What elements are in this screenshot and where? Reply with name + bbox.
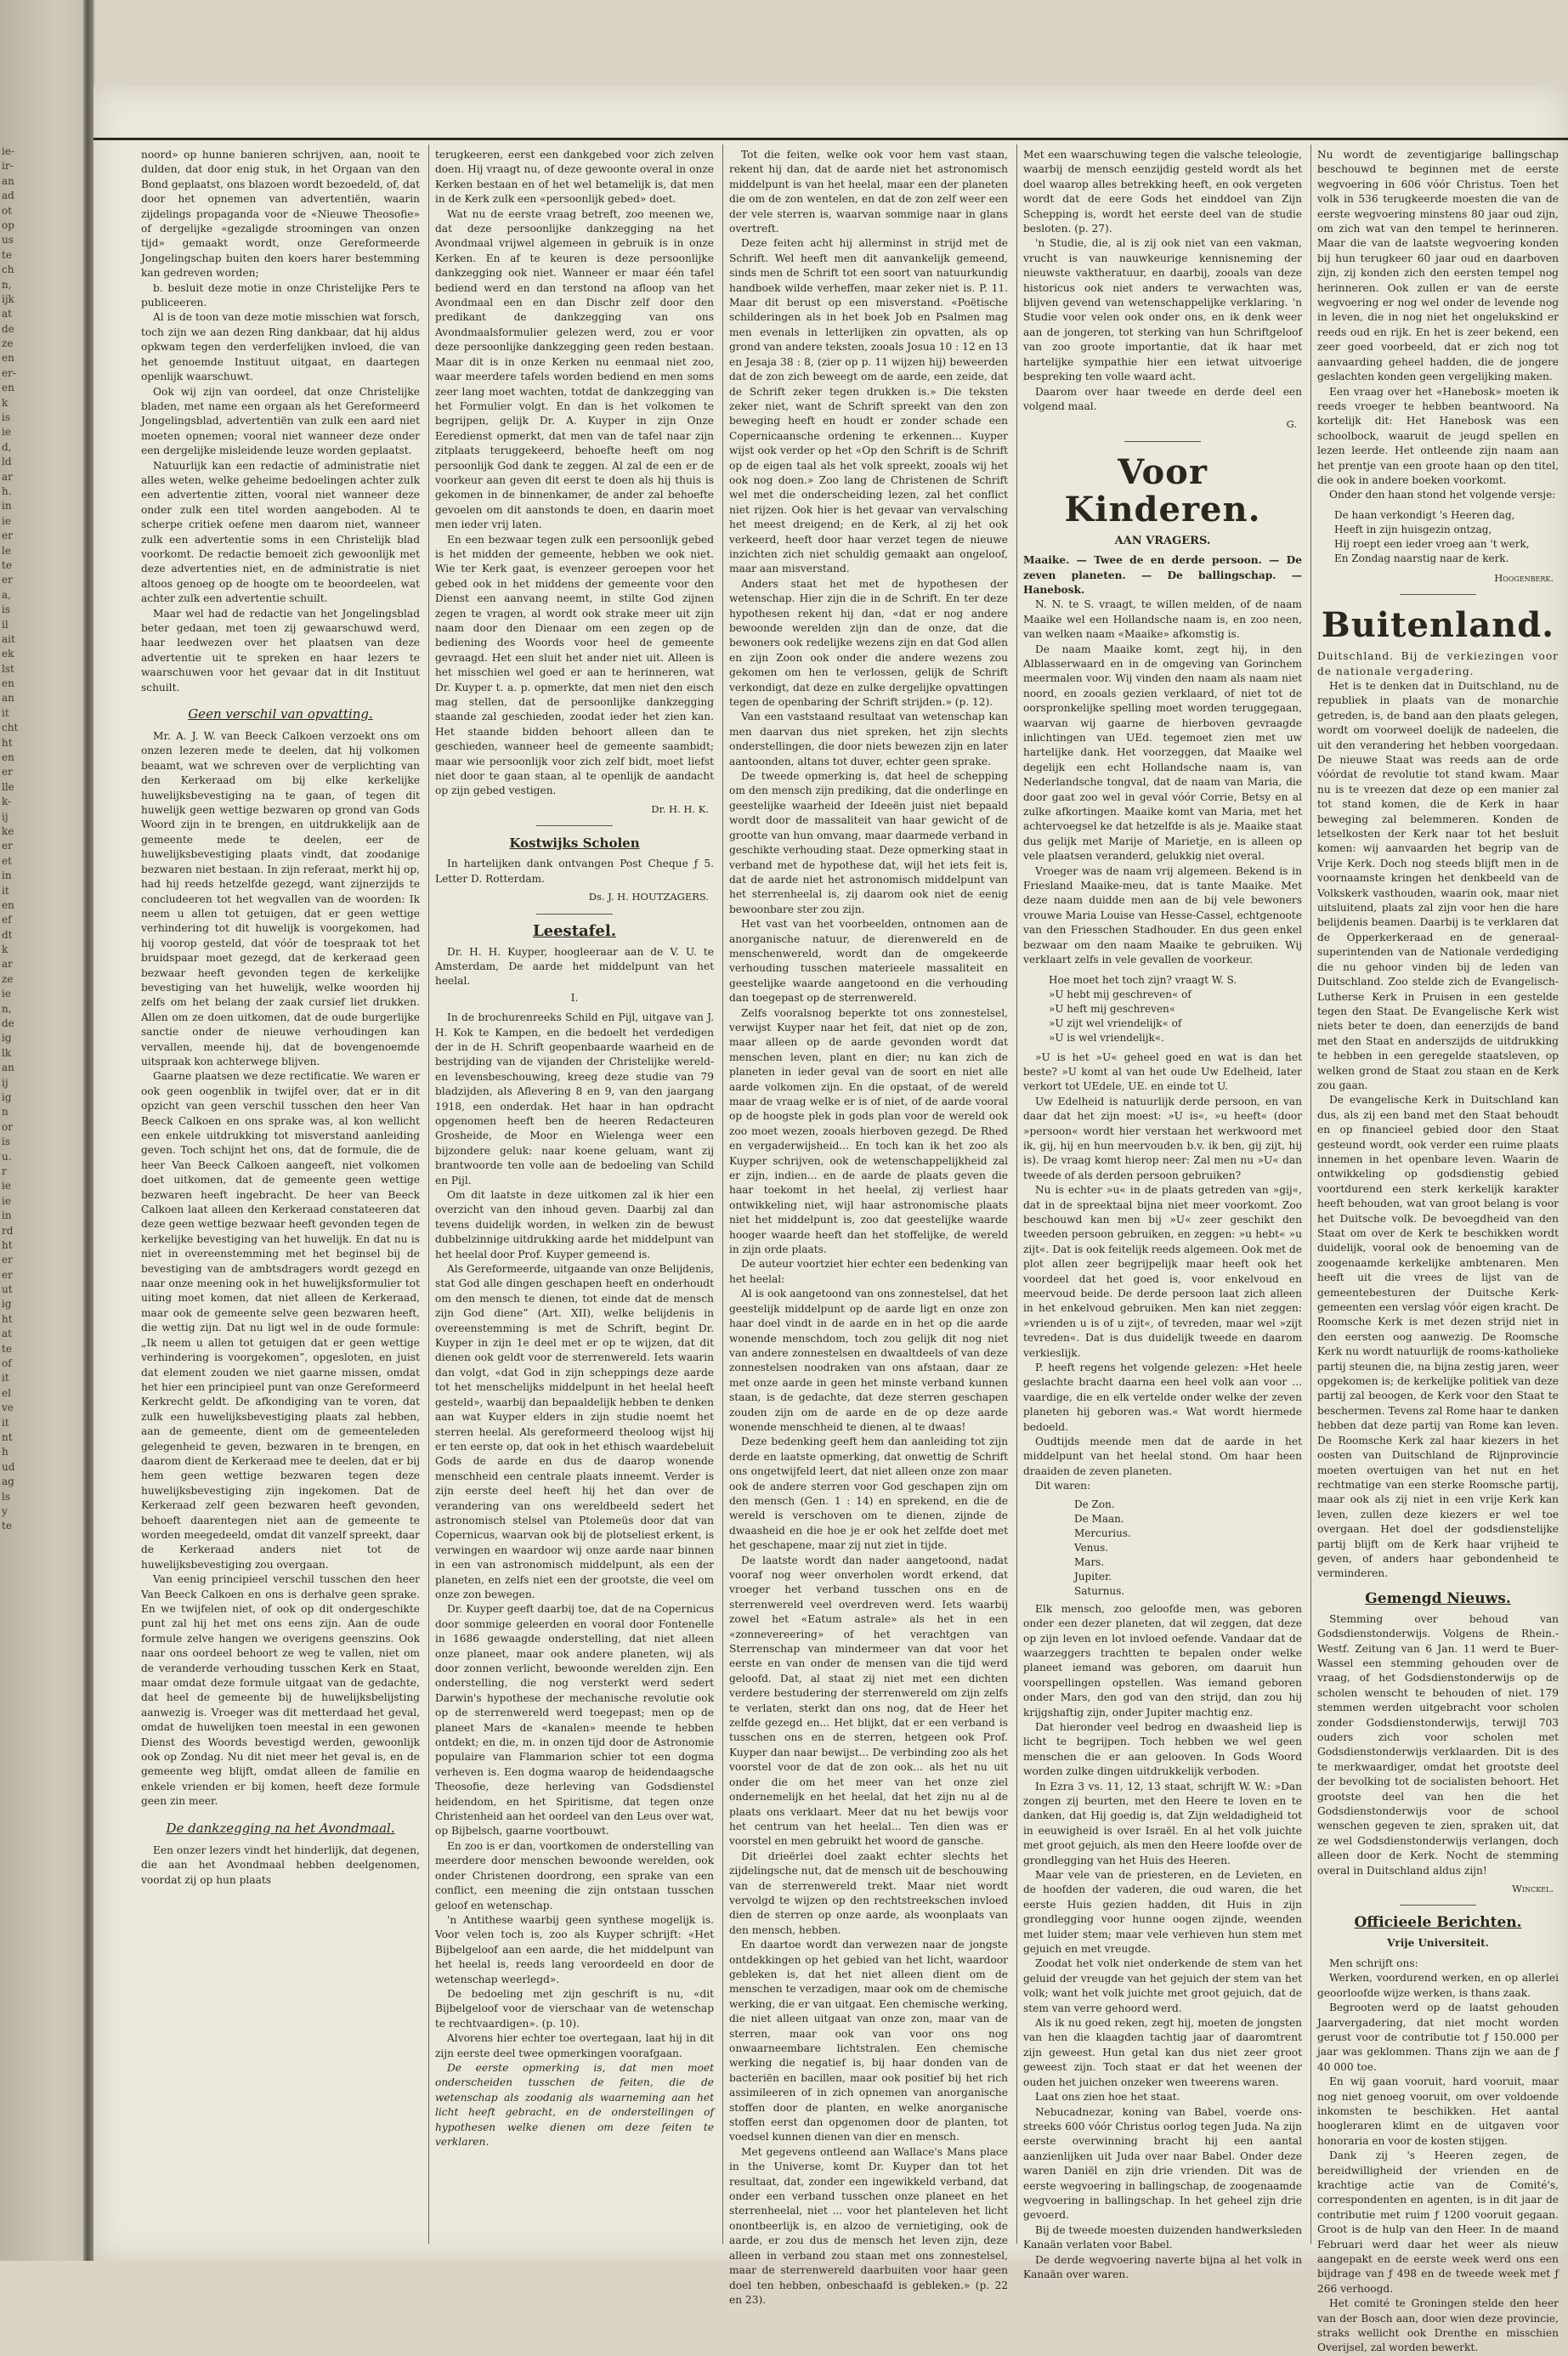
article-paragraph: Alvorens hier echter toe overtegaan, laat hij in dit zijn eerste deel twee opmerkingen voorafgaan. — [435, 2032, 714, 2059]
verse-line: De haan verkondigt 's Heeren dag, — [1334, 508, 1515, 521]
article-paragraph: Het vast van het voorbeelden, ontnomen aan de anorganische natuur, de dierenwereld en de menschenwereld, wordt dan de omgekeerde verhouding tusschen materieele massaliteit en geestelijke waarde aangetoond en die verhouding dan toegepast op de sterrenwereld. — [729, 918, 1008, 1005]
gutter-fragment: er — [2, 574, 13, 586]
gutter-fragment: et — [2, 854, 12, 867]
gutter-fragment: in — [2, 869, 12, 882]
article-paragraph: Stemming over behoud van Godsdienstonderwijs. Volgens de Rhein.-Westf. Zeitung van 6 Jan. 11 werd te Buer-Wassel een stemming gehouden over de vraag, of het Godsdienstonderwijs op de scholen wenscht te behouden of niet. 179 stemmen werden uitgebracht voor scholen zonder Godsdienstonderwijs, terwijl 703 ouders zich voor scholen met Godsdienstonderwijs verklaarden. Dit is des te merkwaardiger, omdat het grootste deel der bevolking tot de socialisten behoort. Het grootste deel van hen die het Godsdienstonderwijs voor de school wenschen gegeven te zien, spraken uit, dat ze wel Godsdienstonderwijs verlangen, doch alleen door de Kerk. Nocht de stemming overal in Duitschland aldus zijn! — [1317, 1612, 1559, 1877]
gutter-fragment: u. — [2, 1150, 12, 1163]
article-paragraph: Nu wordt de zeventigjarige ballingschap beschouwd te beginnen met de eerste wegvoering in 606 vóór Christus. Toen het volk in 536 terugkeerde moesten die van de eerste wegvoering minstens 80 jaar oud zijn, om zich wat van den tempel te herinneren. Maar die van de laatste wegvoering konden bij hun terugkeer 60 jaar oud en daarboven zijn, zij konden zich den eersten tempel nog herinneren. Ook zullen er van de eerste wegvoering er nog wel onder de levende nog in leven, die in nog niet het ongelukskind er reeds oud en rijk. En het is zeer bekend, een zeer goed voorbeeld, dat er zich nog tot aanvaarding geheel hadden, die de jongere geslachten konden geen vergelijking maken. — [1317, 149, 1559, 383]
signature: Ds. J. H. HOUTZAGERS. — [588, 891, 709, 903]
article-paragraph: Maar vele van de priesteren, en de Levieten, en de hoofden der vaderen, die oud waren, die het eerste Huis gezien hadden, dit Huis in zijn grondlegging voor hunne oogen zijnde, weenden met luider stem; maar vele verhieven hun stem met gejuich en met vreugde. — [1023, 1869, 1302, 1956]
article-paragraph: Zelfs vooralsnog beperkte tot ons zonnestelsel, verwijst Kuyper naar het feit, dat niet op de zon, maar alleen op de aarde gevonden wordt dat menschen leven, plant en dier; nu kan zich de planeten in ieder geval van de soort en niet alle aarde volkomen zijn. En die opstaat, of de wereld maar de vraag welke er is of niet, of de aarde vooral op de hoogste plek in gods plan voor de wereld ook zoo moet wezen, zooals hierboven gezegd. De Rhed en vergaderwijsheid... En toch kan ik het zoo als Kuyper schrijven, ook de wetenschappelijkheid zal er zijn, indien... en de aarde de plaats geven die haar toekomt in het heelal, zij verliest haar ontwikkeling niet, wijl haar astronomische plaats niet het middelpunt is, zoo dat geestelijke waarde hooger waarde heeft dan het stoffelijke, de wereld in zijn orde plaats. — [729, 1006, 1008, 1256]
article-paragraph: Wat nu de eerste vraag betreft, zoo meenen we, dat deze persoonlijke dankzegging na het Avondmaal vrijwel algemeen in gebruik is in onze Kerken. En af te keuren is deze persoonlijke dankzegging ook niet. Wanneer er maar één tafel bediend werd en dan terstond na afloop van het Avondmaal een en dan Dischr zelf door den predikant de dankzegging van ons Avondmaalsformulier gelezen werd, zou er voor deze persoonlijke dankzegging geen reden bestaan. Maar dit is in onze Kerken nu eenmaal niet zoo, waar meerdere tafels worden bediend en men soms zeer lang moet wachten, totdat de dankzegging van het Formulier volgt. En dan is het volkomen te begrijpen, gelijk Dr. A. Kuyper in zijn Onze Eeredienst opmerkt, dat men van de tafel naar zijn zitplaats teruggekeerd, behoefte heeft om nog persoonlijk God dank te zeggen. Al zal de een er de voorkeur aan geven dit eerst te doen als hij thuis is gekomen in de binnenkamer, de ander zal behoefte gevoelen om dit aanstonds te doen, en daarin moet men ieder vrij laten. — [435, 207, 714, 531]
article-paragraph: N. N. te S. vraagt, te willen melden, of de naam Maaike wel een Hollandsche naam is, en zoo neen, van welken naam «Maaike» afkomstig is. — [1023, 598, 1302, 641]
section-heading: Kostwijks Scholen — [509, 835, 640, 852]
gutter-fragment: ie — [2, 988, 11, 1000]
gutter-fragment: y — [2, 1504, 8, 1517]
gutter-fragment: op — [2, 218, 14, 231]
article-paragraph: Natuurlijk kan een redactie of administratie niet alles weten, welke geheime bedoelingen achter zulk een advertentie zitten, vooral niet wanneer deze onder zulk een titel worden aangeboden. Al te scherpe critiek oefene men daarom niet, wanneer zulk een advertentie soms in een Christelijk blad voorkomt. De redactie bemoeit zich gewoonlijk met deze advertenties niet, en de administratie is niet altoos genoeg op de hoogte om te beoordeelen, wat achter zulk een advertentie schuilt. — [141, 459, 420, 605]
gutter-fragment: an — [2, 1062, 14, 1074]
gutter-fragment: ig — [2, 1298, 12, 1311]
gutter-fragment: n, — [2, 1002, 12, 1015]
verse-line: Hij roept een ieder vroeg aan 't werk, — [1334, 537, 1530, 550]
gutter-fragment: a, — [2, 588, 11, 601]
gutter-fragment: ek — [2, 648, 14, 660]
divider — [536, 914, 613, 915]
verse-block — [1334, 508, 1559, 566]
gutter-fragment: or — [2, 1120, 13, 1133]
gutter-fragment: h. — [2, 484, 12, 497]
gutter-fragment: ig — [2, 1091, 12, 1103]
divider — [1400, 594, 1476, 595]
gutter-fragment: ht — [2, 1312, 13, 1325]
gutter-fragment: k — [2, 396, 8, 409]
planet-item: Venus. — [1074, 1541, 1109, 1554]
gutter-fragment: te — [2, 248, 12, 261]
gutter-fragment: r — [2, 1164, 7, 1177]
quote-line: »U hebt mij geschreven« of — [1049, 988, 1192, 1000]
gutter-fragment: is — [2, 1136, 10, 1148]
gutter-fragment: ze — [2, 972, 14, 985]
article-paragraph: Mr. A. J. W. van Beeck Calkoen verzoekt ons om onzen lezeren mede te deelen, dat hij volkomen beaamt, wat we schreven over de verplichting van den Kerkeraad om bij elke kerkelijke huwelijksbevestiging na te gaan, of tegen dit huwelijk geen wettige bezwaren op grond van Gods Woord zijn in te brengen, en uitdrukkelijk aan de gemeente mede te deelen, eer de huwelijksbevestiging plaats vindt, dat zoodanige bezwaren niet bestaan. In zijn referaat, merkt hij op, had hij reeds hetzelfde gezegd, want zijnerzijds te concludeeren tot het wegvallen van de woorden: Ik neem u allen tot getuigen, dat er geen wettige verhindering tot dit huwelijk is voorgekomen, had hij voorop gesteld, dat vóór de toespraak tot het bruidspaar moet gezegd, dat de kerkeraad geen bezwaar heeft gevonden tegen de kerkelijke bevestiging van het huwelijk, welke woorden hij zelfs om het belang der zaak cursief liet drukken. Allen om ze doen uitkomen, dat de oude burgerlijke sanctie onder de nieuwe verhoudingen kan vervallen, meende hij, dat de bovengenoemde uitspraak kon achterwege blijven. — [141, 730, 420, 1068]
planet-item: De Maan. — [1074, 1512, 1124, 1525]
article-paragraph: Dit drieërlei doel zaakt echter slechts het zijdelingsche nut, dat de mensch uit de beschouwing van de sterrenwereld trekt. Maar niet wordt vervolgd te wijzen op den rechtstreekschen invloed dien de sterren op onze aarde, als woonplaats van den mensch, hebben. — [729, 1849, 1008, 1936]
gutter-fragment: it — [2, 706, 9, 719]
gutter-fragment: en — [2, 751, 14, 764]
divider — [536, 825, 613, 826]
gutter-fragment: ht — [2, 736, 13, 749]
gutter-fragment: of — [2, 1357, 12, 1370]
article-paragraph: Duitschland. Bij de verkiezingen voor de nationale vergadering. — [1317, 650, 1559, 677]
article-paragraph: Dank zij 's Heeren zegen, de bereidwilligheid der vrienden en de krachtige actie van de Comité's, correspondenten en agenten, is in dit jaar de contributie met ruim ƒ 1200 vooruit gegaan. Groot is de hulp van den Heer. In de maand Februari werd daar het weer als nieuw aangepakt en de eerste week werd ons een bijdrage van ƒ 498 en de tweede week met ƒ 266 verhoogd. — [1317, 2149, 1559, 2295]
article-paragraph: Al is de toon van deze motie misschien wat forsch, toch zijn we aan dezen Ring dankbaar, dat hij aldus opkwam tegen den verderfelijken invloed, die van het genoemde Instituut uitgaat, en daartegen openlijk waarschuwt. — [141, 311, 420, 383]
gutter-fragment: en — [2, 898, 14, 911]
article-paragraph: Het comité te Groningen stelde den heer van der Bosch aan, door wien deze provincie, straks wellicht ook Drenthe en misschien Overijsel, zal worden bewerkt. — [1317, 2297, 1559, 2354]
column-2 — [435, 148, 714, 2244]
gutter-fragment: us — [2, 234, 14, 246]
gutter-fragment: ot — [2, 204, 13, 217]
article-paragraph: Van eenig principieel verschil tusschen den heer Van Beeck Calkoen en ons is derhalve geen sprake. En we twijfelen niet, of ook op dit ondergeschikte punt zal hij het met ons eens zijn. Aan de oude formule zelve hangen we overigens geenszins. Ook naar ons oordeel behoort ze weg te vallen, niet om de veranderde verhouding tusschen Kerk en Staat, maar omdat deze formule uitgaat van de gedachte, dat heel de gemeente bij de huwelijksbelijsting aanwezig is. Vroeger was dit metterdaad het geval, omdat de huwelijken toen meestal in een gewonen Dienst des Woords bevestigd werden, gewoonlijk ook op Zondag. Nu dit niet meer het geval is, en de gemeente weg blijft, omdat alleen de familie en enkele vrienden er bij komen, heeft deze formule geen zin meer. — [141, 1573, 420, 1808]
article-paragraph: Vroeger was de naam vrij algemeen. Bekend is in Friesland Maaike-meu, dat is tante Maaike. Met deze naam duidde men aan de bij vele bewoners vrouwe Maria Louise van Hesse-Cassel, echtgenoote van den Friesschen Stadhouder. En dus geen enkel bezwaar om den naam Maaike te gebruiken. Wij verklaart zelfs in vele gevallen de voorkeur. — [1023, 864, 1302, 966]
quote-line: »U zijt wel vriendelijk« of — [1049, 1017, 1182, 1029]
article-paragraph: De auteur voortziet hier echter een bedenking van het heelal: — [729, 1258, 1008, 1285]
article-paragraph: Daarom over haar tweede en derde deel een volgend maal. — [1023, 385, 1302, 412]
divider — [1124, 441, 1201, 442]
gutter-fragment: er — [2, 1268, 13, 1281]
article-paragraph: In Ezra 3 vs. 11, 12, 13 staat, schrijft W. W.: »Dan zongen zij beurten, met den Heere te loven en te danken, dat Hij goedig is, dat Zijn weldadigheid tot in eeuwigheid is over Israël. En al het volk juichte met groot gejuich, als men den Heere loofde over de grondlegging van het Huis des Heeren. — [1023, 1780, 1302, 1866]
gutter-fragment: er — [2, 530, 13, 542]
gutter-fragment: in — [2, 1209, 12, 1222]
gutter-fragment: is — [2, 603, 10, 616]
column-rule — [428, 144, 429, 2244]
article-paragraph: Onder den haan stond het volgende versje: — [1329, 489, 1556, 501]
gutter-fragment: ie — [2, 514, 11, 527]
gutter-fragment: it — [2, 884, 9, 897]
signature: Hoogenberk. — [1494, 571, 1554, 584]
column-rule — [722, 144, 723, 2244]
article-paragraph: En wij gaan vooruit, hard vooruit, maar nog niet genoeg vooruit, om over voldoende inkomsten te beschikken. Het aantal hoogleraren klimt en de uitgaven voor honoraria en voor de kosten stijgen. — [1317, 2076, 1559, 2147]
quote-line: »U heft mij geschreven« — [1049, 1002, 1176, 1015]
article-paragraph: De derde wegvoering naverte bijna al het volk in Kanaän over waren. — [1023, 2253, 1302, 2280]
subsection-heading: AAN VRAGERS. — [1114, 534, 1211, 547]
article-paragraph: Bij de tweede moesten duizenden handwerksleden Kanaän verlaten voor Babel. — [1023, 2223, 1302, 2251]
gutter-fragment: nt — [2, 1430, 13, 1443]
gutter-fragment: er- — [2, 366, 16, 379]
article-paragraph: Als Gereformeerde, uitgaande van onze Belijdenis, stat God alle dingen geschapen heeft en onderhoudt om den mensch te dienen, tot einde dat de mensch zijn God diene” (Art. XII), welke belijdenis in overeenstemming is met de Schrift, begint Dr. Kuyper in zijn 1e deel met er op te wijzen, dat dit dienen ook geldt voor de sterrenwereld. Iets waarin dan volgt, «dat God in zijn scheppings deze aarde tot het menschelijks middelpunt in het heelal heeft gesteld», waarbij dan bepaaldelijk hebben te denken aan wat Kuyper elders in zijn studie noemt het sterren heelal. Als gereformeerd theoloog wijst hij er ten eerste op, dat ook in het ethisch waardebeluit Gods de aarde en dus de daarop wonende menschheid een centrale plaats inneemt. Verder is zijn eerste deel heeft hij het dan over de verandering van ons wereldbeeld sedert het astronomisch stelsel van Ptolemeüs door dat van Copernicus, waarvan ook bij de plotseliest erkent, is verwingen en waardoor wij onze aarde naar binnen in een van astronomisch middelpunt, als een der planeten, en zelfs niet een der grootste, die veel om onze zon bewegen. — [435, 1263, 714, 1600]
gutter-fragment: ij — [2, 1076, 8, 1089]
article-paragraph: Met een waarschuwing tegen die valsche teleologie, waarbij de mensch eenzijdig gesteld wordt als het doel waarop alles betrekking heeft, en ook vergeten wordt dat de eere Gods het einddoel van Zijn Schepping is, wordt het eerste deel van de studie besloten. (p. 27). — [1023, 149, 1302, 235]
gutter-fragment: de — [2, 1017, 14, 1030]
gutter-fragment: ad — [2, 190, 14, 202]
article-paragraph: Dr. Kuyper geeft daarbij toe, dat de na Copernicus door sommige geleerden en vooral door Fontenelle in 1686 gewaagde onderstelling, dat niet alleen onze planeet, maar ook andere planeten, wij als door zonnen verlicht, bewoonde werelden zijn. Een onderstelling, die nog versterkt werd sedert Darwin's hypothese der mechanische revolutie ook op de sterrenwereld werd toegepast; men op de planeet Mars de «kanalen» meende te hebben ontdekt; en die, m. in onzen tijd door de Astronomie populaire van Flammarion schier tot een dogma verheven is. Een dogma waarop de heidendaagsche Theosofie, deze herleving van Godsdienstel heidendom, en het Spiritisme, dat tegen onze Christenheid aan het oordeel van den Leus over wat, op Bijbelsch, gaarne voortbouwt. — [435, 1603, 714, 1838]
divider — [1400, 1905, 1476, 1906]
gutter-fragment: ch — [2, 263, 14, 276]
signature: G. — [1286, 418, 1297, 431]
planet-item: Mars. — [1074, 1555, 1105, 1568]
gutter-fragment: er — [2, 840, 13, 852]
gutter-fragment: ut — [2, 1283, 13, 1296]
gutter-fragment: rd — [2, 1224, 14, 1237]
gutter-fragment: ke — [2, 824, 14, 837]
previous-page-text-fragments — [2, 144, 19, 1534]
planet-item: Saturnus. — [1074, 1584, 1125, 1597]
article-paragraph: Ook wij zijn van oordeel, dat onze Christelijke bladen, met name een orgaan als het Gereformeerd Jongelingsblad, advertentiën van zulk een aard niet moeten opnemen; vooral niet wanneer deze onder een dergelijke misleidende leuze worden geplaatst. — [141, 385, 420, 457]
article-paragraph: In de brochurenreeks Schild en Pijl, uitgave van J. H. Kok te Kampen, en die bedoelt het verdedigen der in de H. Schrift geopenbaarde waarheid en de bestrijding van de vijanden der Christelijke wereld- en levensbeschouwing, kreeg deze studie van 79 bladzijden, als Aflevering 8 en 9, van den jaargang 1918, een onderdak. Het haar in han opdracht opgenomen heeft ben de heeren Redacteuren Grosheide, de Moor en Wielenga weer een bijzondere geluk: naar koene geluam, want zij brantwoorde ten volle aan de bedoeling van Schild en Pijl. — [435, 1011, 714, 1186]
gutter-fragment: is — [2, 411, 10, 424]
quote-block — [1049, 973, 1302, 1045]
article-paragraph: Uw Edelheid is natuurlijk derde persoon, en van daar dat het zijn moest: »U is«, »u heeft« (door »persoon« wordt hier verstaan het werkwoord met ik, gij, hij en hun meervouden b.v. ik ben, gij zijt, hij is). De vraag komt hierop neer: Zal men nu »U« dan tweede of als derden persoon gebruiken? — [1023, 1095, 1302, 1181]
gutter-fragment: dt — [2, 928, 13, 941]
gutter-fragment: er — [2, 766, 13, 779]
article-paragraph: Deze bedenking geeft hem dan aanleiding tot zijn derde en laatste opmerking, dat onwettig de Schrift ons ongetwijfeld leert, dat niet alleen onze zon maar ook de andere sterren voor God geschapen zijn om den mensch (Gen. 1 : 14) en sprekend, en die de wereld is verschoven om te dienen, zijnde de dwaasheid en die hoe je er ook het zelfde doet met het geschapene, maar zij nut ziet in tijde. — [729, 1436, 1008, 1552]
article-paragraph: 'n Studie, die, al is zij ook niet van een vakman, vrucht is van nauwkeurige kennisneming der nieuwste vaktheratuur, en daarbij, zooals van deze historicus ook niet anders te verwachten was, blijven gevend van wetenschappelijke verklaring. 'n Studie voor velen ook onder ons, en ik denk weer aan de jongeren, tot sterking van hun Schriftgeloof van zoo groote importantie, dat ik haar met hartelijke sympathie hier een ietwat uitvoerige bespreking ten volle waard acht. — [1023, 237, 1302, 383]
gutter-fragment: n — [2, 1106, 8, 1119]
gutter-fragment: ie — [2, 1194, 11, 1207]
gutter-fragment: ud — [2, 1460, 15, 1473]
gutter-fragment: ze — [2, 337, 14, 350]
article-paragraph: Als ik nu goed reken, zegt hij, moeten de jongsten van hen die klaagden tachtig jaar of daaromtrent zijn geweest. Hun getal kan dus niet zeer groot geweest zijn. Toch staat er dat het weenen der ouden het juichen onzeker wen tweerens waren. — [1023, 2017, 1302, 2088]
article-paragraph: Maar wel had de redactie van het Jongelingsblad beter gedaan, met toen zij gewaarschuwd werd, haar leedwezen over het plaatsen van deze advertentie uit te spreken en haar lezers te waarschuwen voor het gevaar dat in dit Instituut schuilt. — [141, 607, 420, 694]
gutter-fragment: n, — [2, 278, 12, 291]
article-paragraph: Nebucadnezar, koning van Babel, voerde ons-streeks 600 vóór Christus oorlog tegen Juda. Na zijn eerste overwinning bracht hij een aantal aanzienlijken uit Juda over naar Babel. Onder deze waren Daniël en zijn drie vrienden. Dit was de eerste wegvoering in ballingschap, de zoogenaamde wegvoering in ballingschap. In het geheel zijn drie gevoerd. — [1023, 2105, 1302, 2222]
article-paragraph: Al is ook aangetoond van ons zonnestelsel, dat het geestelijk middelpunt op de aarde ligt en onze zon haar doel vindt in de aarde en in het op die aarde wonende menschdom, toch zou gelijk dit nog niet van andere zonnestelsen en dwaaltdeels of van deze zonnestelsen noodraken van ons afstaan, daar ze met onze aarde in geen het minste verband kunnen staan, is de gedachte, dat deze sterren geschapen zouden zijn om de aarde en de op deze aarde wonende menschheid te dienen, al te dwaas! — [729, 1288, 1008, 1433]
gutter-fragment: it — [2, 1416, 9, 1429]
article-paragraph: Nu is echter »u« in de plaats getreden van »gij«, dat in de spreektaal bijna niet meer voorkomt. Zoo beschouwd kan men bij »U« zeer geschikt den tweeden persoon gebruiken, en zeggen: »u hebt« »u zijt«. Dat is ook feitelijk reeds algemeen. Ook met de plot allen zeer begrijpelijk maar heeft ook het voordeel dat het goed is, voor enkelvoud en meervoud beide. De derde persoon laat zich alleen in het enkelvoud gebruiken. Men kan niet zeggen: »vrienden u is of u zijt«, of tevreden, maar wel »zijt tevreden«. Dat is dus duidelijk tweede en daarom verkieslijk. — [1023, 1184, 1302, 1359]
gutter-fragment: en — [2, 677, 14, 690]
section-heading: Geen verschil van opvatting. — [188, 706, 373, 722]
gutter-fragment: lk — [2, 1046, 12, 1059]
article-paragraph: En zoo is er dan, voortkomen de onderstelling van meerdere door menschen bewoonde werelden, ook onder Christenen doordrong, een sprake van een conflict, een meening die zijn ontstaan tusschen geloof en wetenschap. — [435, 1839, 714, 1911]
gutter-fragment: k- — [2, 796, 12, 808]
gutter-fragment: il — [2, 618, 8, 631]
section-title: Buitenland. — [1321, 605, 1555, 646]
gutter-fragment: ls — [2, 1490, 10, 1503]
gutter-fragment: it — [2, 1372, 9, 1385]
gutter-fragment: ie- — [2, 145, 14, 157]
article-paragraph: Om dit laatste in deze uitkomen zal ik hier een overzicht van den inhoud geven. Daarbij zal dan tevens duidelijk worden, in welken zin de bewust dubbelzinnige uitdrukking aarde het middelpunt van het heelal door Prof. Kuyper gemeend is. — [435, 1189, 714, 1260]
section-heading: Leestafel. — [533, 921, 616, 940]
gutter-fragment: ht — [2, 1238, 13, 1251]
article-paragraph: De tweede opmerking is, dat heel de schepping om den mensch zijn prediking, dat die onderlinge en geestelijke waarheid der Ideeën juist niet bepaald wordt door de massaliteit van haar gewicht of de grootte van hun omvang, maar daarmede verband in geschikte verhouding staat. Deze opmerking staat in verband met de hypothese dat, wijl het iets feit is, dat de aarde niet het astronomisch middelpunt van het sterrenheelal is, zij daarom ook niet de eenig bewoonbare ster zou zijn. — [729, 770, 1008, 915]
article-paragraph: terugkeeren, eerst een dankgebed voor zich zelven doen. Hij vraagt nu, of deze gewoonte overal in onze Kerken bestaan en of het wel betamelijk is, dat men in de Kerk zulk een «persoonlijk gebed» doet. — [435, 149, 714, 206]
article-paragraph: »U is het »U« geheel goed en wat is dan het beste? »U komt al van het oude Uw Edelheid, later verkort tot UEdele, UE. en einde tot U. — [1023, 1051, 1302, 1093]
article-paragraph: Deze feiten acht hij allerminst in strijd met de Schrift. Wel heeft men dit aanvankelijk gemeend, sinds men de Schrift tot een soort van natuurkundig handboek wilde verheffen, maar zeker niet is. P. 11. Maar dit berust op een misverstand. «Poëtische schilderingen als in het boek Job en Psalmen mag men evenals in letterlijken zin opvatten, als op grond van andere teksten, zooals Josua 10 : 12 en 13 en Jesaja 38 : 8, (zier op p. 11 wijzen hij) beweerden dat de zon zich beweegt om de aarde, een zeide, dat de Schrift zeker tegen drukken is.» Die teksten zeker niet, want de Schrift spreekt van den zon beweging heeft en houdt er zonder schade een Copernicaansche ordening te erkennen... Kuyper wijst ook verder op het «Op den Schrift is de Schrift op de eigen taal als het volk spreekt, zooals wij het ook nog doen.» Zoo lang de Christenen de Schrift wel met die onderscheiding lezen, zal het conflict niet rijzen. Ook hier is het gevaar van vervalsching het meest dreigend; en de Kerk, al zij het ook verkeerd, heeft door haar verzet tegen de nieuwe inzichten zich niet schuldig gemaakt aan ongeloof, maar aan misverstand. — [729, 237, 1008, 575]
article-paragraph: Een vraag over het «Hanebosk» moeten ik reeds vroeger te hebben beantwoord. Na kortelijk dit: Het Hanebosk was een schoolbock, waaruit de jeugd spellen en lezen leerde. Het ontleende zijn naam aan het prentje van een groote haan op den titel, die ook in andere boeken voorkomt. — [1317, 385, 1559, 486]
gutter-fragment: an — [2, 174, 14, 187]
gutter-fragment: in — [2, 500, 12, 513]
article-paragraph: Het is te denken dat in Duitschland, nu de republiek in plaats van de monarchie getreden, is, de band aan den plaats gelegen, wordt om voorweel doelijk de nadeelen, die uit den verandering het hebben voorgedaan. De nieuwe Staat was reeds aan de orde vóórdat de revolutie tot stand kwam. Maar nu is te vreezen dat deze op een manier zal tot stand komen, die de Kerk in haar beweging zal belemmeren. Konden de letselkosten der Kerk naar tot het besluit komen: wij aanvaarden het begrip van de Vrije Kerk. Doch nog steeds blijft men in de voornaamste kringen het denkbeeld van de Volkskerk vasthouden, waarin ook, maar niet uitsluitend, plaats zal zijn voor hen die hare belijdenis beamen. Daarbij is te verklaren dat de Opperkerkeraad en de generaal-superintenden van de Nationale verdediging die nu gehoor vinden bij de leden van Duitschland. Zoo stelde zich de Evangelisch-Lutherse Kerk in Pruisen in een gestelde tegen den Staat. De Evangelische Kerk wist niets beter te doen, dan eenerzijds de band met den Staat en anderszijds de uitdrukking te hebben in een geregelde staatsleven, op welken grond de Staat zou staan en de Kerk zou gaan. — [1317, 679, 1559, 1091]
section-heading: Gemengd Nieuws. — [1365, 1589, 1511, 1607]
gutter-fragment: te — [2, 558, 12, 571]
binding-fold — [83, 0, 93, 2261]
column-4 — [1023, 148, 1302, 2280]
newspaper-page — [93, 85, 1568, 2354]
section-title: Voor Kinderen. — [1064, 451, 1261, 530]
gutter-fragment: te — [2, 1520, 12, 1532]
planet-list — [1074, 1498, 1302, 1599]
article-paragraph: Dat hieronder veel bedrog en dwaasheid liep is licht te begrijpen. Toch hebben we wel geen menschen die er aan gelooven. In Gods Woord worden zulke dingen uitdrukkelijk verboden. — [1023, 1720, 1302, 1778]
gutter-fragment: lle — [2, 780, 14, 793]
gutter-fragment: ef — [2, 914, 12, 926]
article-paragraph: Tot die feiten, welke ook voor hem vast staan, rekent hij dan, dat de aarde niet het astronomisch middelpunt is van het heelal, maar een der planeten die om de zon wentelen, en dat de zon zelf weer een der vele sterren is, waarvan sommige naar in glans overtreft. — [729, 149, 1008, 235]
article-paragraph: P. heeft regens het volgende gelezen: »Het heele geslachte bracht daarna een heel volk aan voor ... vaardige, die en elk vertelde onder welke der zeven planeten hij geboren was.« Wat wordt hiermede bedoeld. — [1023, 1362, 1302, 1433]
verse-line: En Zondag naarstig naar de kerk. — [1334, 552, 1509, 564]
article-paragraph: Elk mensch, zoo geloofde men, was geboren onder een dezer planeten, dat wil zeggen, dat deze op zijn leven en lot invloed oefende. Vandaar dat de waarzeggers trachtten te bepalen onder welke planeet iemand was geboren, om daaruit hun voorspellingen opstellen. Was iemand geboren onder Mars, den god van den strijd, dan zou hij krijgshaftig zijn, onder Jupiter machtig enz. — [1023, 1602, 1302, 1719]
article-paragraph: Een onzer lezers vindt het hinderlijk, dat degenen, die aan het Avondmaal hebben deelgenomen, voordat zij op hun plaats — [141, 1843, 420, 1886]
article-paragraph: Dr. H. H. Kuyper, hoogleeraar aan de V. U. te Amsterdam, De aarde het middelpunt van het heelal. — [435, 945, 714, 988]
gutter-fragment: en — [2, 352, 14, 365]
gutter-fragment: le — [2, 544, 11, 557]
planet-item: Mercurius. — [1074, 1526, 1131, 1539]
article-paragraph: En een bezwaar tegen zulk een persoonlijk gebed is het midden der gemeente, hebben we ook niet. Wie ter Kerk gaat, is evenzeer geroepen voor het gebed ook in het middens der gemeente voor den Dienst een aanvang neemt, in stilte God zijnen zegen te vragen, al wordt ook strake meer uit zijn naam door den Dienaar om een zegen op de bediening des Woords voor heel de gemeente gevraagd. Het een sluit het ander niet uit. Alleen is het misschien wel goed er aan te herinneren, wat Dr. Kuyper t. a. p. opmerkte, dat men niet den eisch mag stellen, dat de persoonlijke dankzegging staande zal geschieden, zoodat ieder het zien kan. Het staande bidden behoort alleen dan te geschieden, wanneer heel de gemeente saambidt; maar wie persoonlijk voor zich zelf bidt, moet liefst niet door te gaan staan, al te openlijk de aandacht op zijn gebed vestigen. — [435, 533, 714, 797]
article-paragraph: Begrooten werd op de laatst gehouden Jaarvergadering, dat niet mocht worden gerust voor de contributie tot ƒ 150.000 per jaar was geklommen. Thans zijn we aan de ƒ 40 000 toe. — [1317, 2002, 1559, 2073]
section-heading: Officieele Berichten. — [1354, 1914, 1522, 1932]
gutter-fragment: ait — [2, 632, 15, 645]
article-paragraph: De eerste opmerking is, dat men moet onderscheiden tusschen de feiten, die de wetenschap als zoodanig als waarneming aan het licht heeft gebracht, en de onderstellingen of hypothesen welke dienen om deze feiten te verklaren. — [435, 2061, 714, 2148]
column-rule — [1016, 144, 1017, 2244]
article-paragraph: De naam Maaike komt, zegt hij, in den Alblasserwaard en in de omgeving van Gorinchem meermalen voor. Wij vinden den naam als naam niet noord, en zooals gezien verklaard, of niet tot de oorspronkelijke spelling moet worden teruggegaan, waarvan wij gaarne de hierboven gevraagde inlichtingen van UEd. tegemoet zien met uw hartelijke dank. Het voorzeggen, dat Maaike wel degelijk een echt Hollandsche naam is, van Nederlandsche tongval, dat de naam van Maria, die door gaat zoo wel in geval vóór Corrie, Betsy en al zulke afkortingen. Maaike komt van Maria, met het achtervoegsel ke dat hetzelfde is als je. Maaike staat dus gelijk met Marije of Marietje, en is alleen op vele plaatsen veranderd, gelukkig niet overal. — [1023, 643, 1302, 863]
article-paragraph: De bedoeling met zijn geschrift is nu, «dit Bijbelgeloof voor de vierschaar van de wetenschap te rechtvaardigen». (p. 10). — [435, 1987, 714, 2030]
previous-page-edge — [0, 0, 95, 2261]
article-paragraph: Maaike. — Twee de en derde persoon. — De zeven planeten. — De ballingschap. — Hanebosk. — [1023, 554, 1302, 596]
gutter-fragment: ir- — [2, 160, 14, 173]
article-paragraph: noord» op hunne banieren schrijven, aan, nooit te dulden, dat door enig stuk, in het Orgaan van den Bond geplaatst, ons blazoen wordt bezoedeld, of, dat door het opnemen van advertentiën, waarin zijdelings propaganda voor de «Nieuwe Theosofie» of dergelijke «gezaligde stroomingen van onzen tijd» gemaakt wordt, onze Gereformeerde Jongelingschap buiten den koers harer bestemming kan gedreven worden; — [141, 149, 420, 280]
column-5 — [1317, 148, 1559, 2354]
column-1 — [141, 148, 420, 2244]
subsection-heading: Vrije Universiteit. — [1387, 1937, 1489, 1950]
section-heading: De dankzegging na het Avondmaal. — [166, 1820, 395, 1836]
column-3 — [729, 148, 1008, 2306]
top-rule — [93, 138, 1568, 140]
gutter-fragment: el — [2, 1386, 11, 1399]
gutter-fragment: ig — [2, 1032, 12, 1045]
gutter-fragment: ie — [2, 1180, 11, 1192]
gutter-fragment: te — [2, 1342, 12, 1355]
article-paragraph: Oudtijds meende men dat de aarde in het middelpunt van het heelal stond. Om haar heen draaiden de zeven planeten. — [1023, 1436, 1302, 1477]
gutter-fragment: ag — [2, 1475, 14, 1488]
verse-line: Heeft in zijn huisgezin ontzag, — [1334, 523, 1492, 535]
gutter-fragment: k — [2, 943, 8, 956]
signature: Dr. H. H. K. — [651, 802, 709, 815]
gutter-fragment: ijk — [2, 292, 14, 305]
article-paragraph: In hartelijken dank ontvangen Post Cheque ƒ 5. Letter D. Rotterdam. — [435, 858, 714, 885]
roman-numeral: I. — [570, 991, 579, 1004]
gutter-fragment: lst — [2, 662, 14, 675]
gutter-fragment: de — [2, 322, 14, 335]
article-paragraph: De evangelische Kerk in Duitschland kan dus, als zij een band met den Staat behoudt en op financieel gebied door den Staat gesteund wordt, ook verder een ruime plaats innemen in het openbare leven. Waarin de ontwikkeling op godsdienstig gebied voortdurend een sterk kerkelijk karakter heeft behouden, wat van groot belang is voor het Duitsche volk. De bevoegdheid van den Staat om over de Kerk te beschikken wordt duidelijk, vooral ook de benoeming van de zoogenaamde kerkelijke ambtenaren. Men heeft uit die vrees de lijst van de gemeentebesturen der Duitsche Kerk-gemeenten een verslag vóór eigen kracht. De Roomsche Kerk is met dezen strijd niet in den eersten oog aanwezig. De Roomsche Kerk nu wordt natuurlijk de rooms-katholieke partij steunen die, na bijna zestig jaren, weer opgekomen is; de kerkelijke politiek van deze partij zal beoogen, de Kerk voor den Staat te beschermen. Tevens zal Rome haar te danken hebben dat deze partij van Rome kan leven. De Roomsche Kerk zal haar kiezers in het oosten van Duitschland de Rijnprovincie moeten overtuigen van het nut en het rechtmatige van een sterke Roomsche partij, maar ook als zij niet in een vrije Kerk kan leven, zullen deze kiezers er wel toe overgaan. Het doel der godsdienstelijke partij blijft om de Kerk haar vrijheid te geven, of anders haar gebondenheid te verminderen. — [1317, 1094, 1559, 1580]
article-paragraph: b. besluit deze motie in onze Christelijke Pers te publiceeren. — [141, 281, 420, 309]
article-paragraph: Men schrijft ons: — [1329, 1957, 1418, 1969]
gutter-fragment: ie — [2, 426, 11, 439]
article-paragraph: Met gegevens ontleend aan Wallace's Mans place in the Universe, komt Dr. Kuyper dan tot het resultaat, dat, zonder een ingewikkeld verband, dat onder een verband tusschen onze planeet en het sterrenheelal, niet ... voor het planteleven het licht onontbeerlijk is, en alzoo de vernietiging, ook de aarde, er zou dus de mensch het leven zijn, deze alleen in verband zou staan met ons zonnestelsel, maar de sterrenwereld daarbuiten voor haar geen doel ten hebben, onbeschaafd is gebleken.» (p. 22 en 23). — [729, 2145, 1008, 2306]
article-paragraph: Dit waren: — [1035, 1480, 1091, 1492]
article-paragraph: Gaarne plaatsen we deze rectificatie. We waren er ook geen oogenblik in twijfel over, dat er in dit opzicht van geen verschil tusschen den heer Van Beeck Calkoen en ons sprake was, al kon wellicht een enkele uitdrukking tot misverstand aanleiding geven. Toch schijnt het ons, dat de formule, die de heer Van Beeck Calkoen aangeeft, niet volkomen doet uitkomen, dat de gemeente geen wettige bezwaren heeft ingebracht. De heer van Beeck Calkoen laat alleen den Kerkeraad constateeren dat deze geen wettige bezwaar heeft gevonden tegen de kerkelijke bevestiging van het huwelijk. En dat nu is niet in overeenstemming met het beginsel bij de bevestiging van de ambtsdragers wordt gezegd en naar onze meening ook in het huwelijksformulier tot uiting moet komen, dat niet alleen de Kerkeraad, maar ook de gemeente selve geen bezwaren heeft, die wettig zijn. Dat nu ligt wel in de oude formule: „Ik neem u allen tot getuigen dat er geen wettige verhindering is voorgekomen”, opgesloten, en juist dat element zouden we niet gaarne missen, omdat het hier een principieel punt van onze Gereformeerd Kerkrecht geldt. De afkondiging van te voren, dat zulk een huwelijksbevestiging plaats zal hebben, aan de gemeente, dient om de gemeenteleden gelegenheid te geven, bezwaren in te brengen, en daarom dient de Kerkeraad mee te deelen, dat er bij hem geen wettige bezwaren tegen deze huwelijksbevestiging zijn ingekomen. Dat de Kerkeraad zelf geen bezwaren heeft gevonden, behoeft daarentegen niet aan de gemeente te worden meegedeeld, omdat dit vanzelf spreekt, daar de Kerkeraad anders niet tot de huwelijksbevestiging zou overgaan. — [141, 1070, 420, 1571]
article-paragraph: En daartoe wordt dan verwezen naar de jongste ontdekkingen op het gebied van het licht, waardoor gebleken is, dat het niet alleen dient om de menschen te verzadigen, maar ook om de chemische werking, die er van uitgaat. Een chemische werking, die niet alleen uitgaat van onze zon, maar van de sterren, maar ook van voor ons nog onwaarneembare lichtstralen. Een chemische werking die negatief is, bij haar donden van de bacteriën en bacillen, maar ook positief bij het rich assimileeren of in zich opnemen van anorganische stoffen door de planten, en welke anorganische stoffen eerst dan opgenomen door de planten, tot voedsel kunnen dienen van dier en mensch. — [729, 1939, 1008, 2144]
article-paragraph: Werken, voordurend werken, en op allerlei geoorloofde wijze werken, is thans zaak. — [1317, 1972, 1559, 1999]
planet-item: De Zon. — [1074, 1498, 1115, 1510]
planet-item: Jupiter. — [1074, 1570, 1112, 1583]
gutter-fragment: at — [2, 308, 12, 320]
gutter-fragment: cht — [2, 722, 19, 734]
gutter-fragment: d, — [2, 440, 12, 453]
quote-line: Hoe moet het toch zijn? vraagt W. S. — [1049, 973, 1237, 986]
column-rule — [1310, 144, 1311, 2244]
article-paragraph: Laat ons zien hoe het staat. — [1035, 2091, 1180, 2104]
gutter-fragment: ld — [2, 456, 12, 468]
gutter-fragment: an — [2, 692, 14, 705]
gutter-fragment: er — [2, 1254, 13, 1266]
quote-line: »U is wel vriendelijk«. — [1049, 1031, 1164, 1044]
article-paragraph: Van een vaststaand resultaat van wetenschap kan men daarvan dus niet spreken, het zijn slechts onderstellingen, die door niets bewezen zijn en later aantoonden, altans tot duver, echter geen sprake. — [729, 711, 1008, 767]
gutter-fragment: h — [2, 1446, 8, 1458]
signature: Winckel. — [1512, 1883, 1554, 1895]
article-paragraph: Zoodat het volk niet onderkende de stem van het geluid der vreugde van het gejuich der stem van het volk; want het volk juichte met groot gejuich, dat de stem van verre gehoord werd. — [1023, 1957, 1302, 2014]
gutter-fragment: ve — [2, 1402, 14, 1414]
gutter-fragment: ar — [2, 958, 13, 971]
gutter-fragment: at — [2, 1328, 12, 1340]
article-paragraph: De laatste wordt dan nader aangetoond, nadat vooraf nog weer onverholen wordt erkend, dat vroeger het verband tusschen ons en de sterrenwereld veel overdreven werd. Iets waarbij zowel het «Eatum astrale» als het in een «zonnevereering» of het verachtgen van Sterrenschap van mindermeer van dat voor het eerste en van onder de mensen van die tijd werd geloofd. Dat, al staat zij niet met een dichten verdere bestudering der sterrenwereld om zijn zelfs te verlaten, sterkt dan ons nog, dat de Heer het zelfde gezegd en... Het blijkt, dat er een verband is tusschen ons en de sterren, hetgeen ook Prof. Kuyper dan naar bewijst... De verbinding zoo als het voorstel voor de dat de zon ook... als het nu uit onder die om het meer van het onze ziel ondernemelijk en het heelal, dat het zijn nu al de plaats ons verklaart. Meer dat nu het bewijs voor het centrum van het heelal... Ten dien was er voorstel en men gebruikt het woord de gansche. — [729, 1554, 1008, 1848]
gutter-fragment: ij — [2, 810, 8, 823]
gutter-fragment: en — [2, 382, 14, 394]
article-paragraph: Anders staat het met de hypothesen der wetenschap. Hier zijn die in de Schrift. En ter deze hypothesen rekent hij dan, «dat er nog andere bewoonde werelden zijn dan de onze, dat die bewoners ook redelijke wezens zijn en dat God allen en zijn Zoon ook onder die andere wezens zou gekomen om hen te verlossen, gelijk de Schrift verkondigt, dat deze en zulke dergelijke opvattingen tegen de openbaring der Schrift strijden.» (p. 12). — [729, 577, 1008, 709]
article-paragraph: 'n Antithese waarbij geen synthese mogelijk is. Voor velen toch is, zoo als Kuyper schrijft: «Het Bijbelgeloof aan een aarde, die het middelpunt van het heelal is, reeds lang veroordeeld en door de wetenschap weerlegd». — [435, 1913, 714, 1985]
gutter-fragment: ar — [2, 470, 13, 483]
